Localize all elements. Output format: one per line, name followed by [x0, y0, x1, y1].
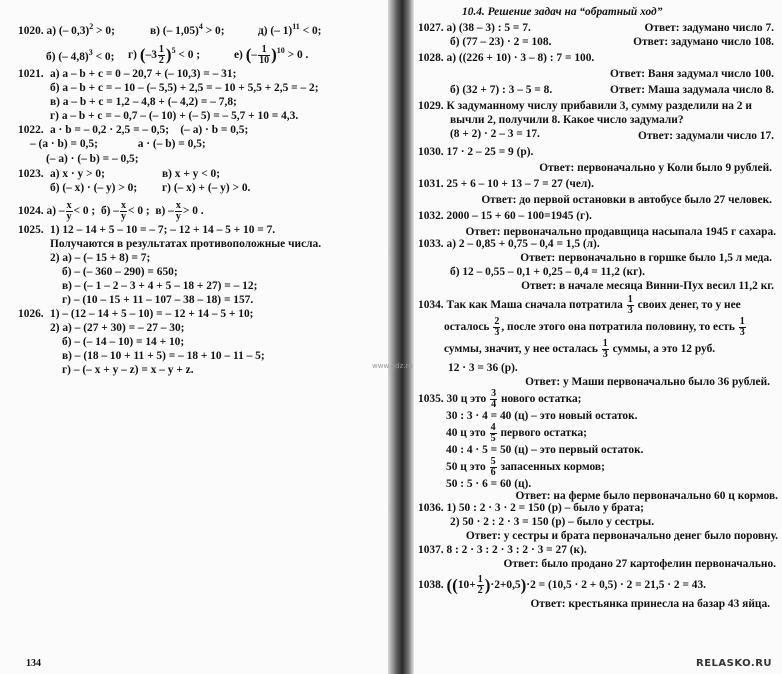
problem-1037-answer: Ответ: было продано 27 картофелин первоначально. — [503, 558, 776, 570]
problem-1021-line: а) a – b + c = 0 – 20,7 + (– 10,3) = – 31; — [50, 68, 237, 80]
problem-1035-answer: Ответ: на ферме было первоначально 60 ц кормов. — [515, 490, 778, 502]
problem-1035-line-6: 50 : 5 · 6 = 60 (ц). — [446, 478, 532, 490]
problem-1023-part-b: б) (– x) · (– y) > 0; — [50, 182, 138, 194]
problem-1032-answer: Ответ: первоначально продавщица насыпала 1945 г сахара. — [465, 226, 776, 238]
problem-1028-line-2: б) (32 + 7) : 3 – 5 = 8. — [450, 84, 553, 96]
problem-1035-line-1: 1035. 30 ц это $\frac{3}{4}$ нового остатка; — [418, 387, 582, 410]
problem-1036-answer: Ответ: у сестры и брата первоначально денег было поровну. — [465, 530, 778, 542]
problem-1021-line: б) a – b + c = – 10 – (– 5,5) + 2,5 = – 10 + 5,5 + 2,5 = – 2; — [50, 82, 319, 94]
problem-1025-line: в) – (– 1 – 2 – 3 + 4 + 5 – 18 + 27) = – 12; — [62, 280, 258, 292]
problem-1034-line-3: суммы, значит, у нее осталась $\frac{1}{3}$ суммы, а это 12 руб. — [444, 337, 716, 360]
problem-1023-number: 1023. — [18, 168, 44, 180]
problem-1025-line: 2) а) – (– 15 + 8) = 7; — [50, 252, 151, 264]
problem-1025-line: б) – (– 360 – 290) = 650; — [62, 266, 178, 278]
problem-1033-answer-b: Ответ: в начале месяца Винни-Пух весил 11,2 кг. — [521, 280, 774, 292]
problem-1020-part-v: в) (– 1,05)$^4$ > 0; — [150, 22, 225, 37]
problem-1029-line-1: 1029. К задуманному числу прибавили 3, сумму разделили на 2 и — [418, 100, 752, 112]
problem-1025-line: 1) 12 – 14 + 5 – 10 = – 7; – 12 + 14 – 5 + 10 = 7. — [50, 224, 276, 236]
problem-1036-line-2: 2) 50 · 2 : 2 · 3 = 150 (р) – было у сестры. — [450, 516, 655, 528]
problem-1026-line: 2) а) – (27 + 30) = – 27 – 30; — [50, 322, 185, 334]
problem-1026-line: г) – (– x + y – z) = x – y + z. — [62, 364, 194, 376]
problem-1030-answer: Ответ: первоначально у Коли было 9 рублей. — [539, 162, 772, 174]
problem-1025-number: 1025. — [18, 224, 44, 236]
problem-1035-line-3: 40 ц это $\frac{4}{5}$ первого остатка; — [446, 421, 587, 444]
problem-1033-line-2: б) 12 – 0,55 – 0,1 + 0,25 – 0,4 = 11,2 (кг). — [450, 266, 645, 278]
problem-1021-line: в) a – b + c = 1,2 – 4,8 + (– 4,2) = – 7,8; — [50, 96, 237, 108]
problem-1025-line: Получаются в результатах противоположные числа. — [50, 238, 322, 250]
problem-1031-answer: Ответ: до первой остановки в автобусе было 27 человек. — [481, 194, 772, 206]
problem-1020-part-e: е) (– $\frac{1}{10}$ )$^{10}$ > 0 . — [234, 43, 309, 66]
problem-1020-line-1: 1020. а) (– 0,3)$^2$ > 0; — [18, 22, 115, 37]
problem-1035-line-4: 40 : 4 · 5 = 50 (ц) – это первый остаток. — [446, 444, 644, 456]
problem-1029-answer: Ответ: задумали число 17. — [638, 130, 774, 142]
problem-1033-line-1: 1033. а) 2 – 0,85 + 0,75 – 0,4 = 1,5 (л). — [418, 238, 600, 250]
problem-1022-line-1: a · b = – 0,2 · 2,5 = – 0,5; (– a) · b = 0,5; — [50, 124, 249, 136]
problem-1027-answer-a: Ответ: задумано число 7. — [644, 22, 774, 34]
problem-1030-line: 1030. 17 · 2 – 25 = 9 (р). — [418, 146, 534, 158]
problem-1034-line-4: 12 · 3 = 36 (р). — [448, 362, 518, 374]
problem-1023-part-g: г) (– x) + (– y) > 0. — [162, 182, 251, 194]
problem-1021-number: 1021. — [18, 68, 44, 80]
problem-1026-number: 1026. — [18, 308, 44, 320]
problem-1034-answer: Ответ: у Маши первоначально было 36 рублей. — [525, 376, 770, 388]
book-spine-shadow — [388, 0, 414, 674]
problem-1036-line-1: 1036. 1) 50 : 2 · 3 · 2 = 150 (р) – было у брата; — [418, 502, 644, 514]
problem-1034-line-1: 1034. Так как Маша сначала потратила $\frac{1}{3}$ своих денег, то у нее — [418, 293, 741, 316]
problem-1029-line-3: (8 + 2) · 2 – 3 = 17. — [450, 128, 540, 140]
problem-1024: 1024. а) – $\frac{x}{y}$ < 0 ; б) – $\frac{x}{y}$ < 0 ; в) – $\frac{x}{y}$ > 0 . — [18, 199, 204, 222]
problem-1020-part-d: д) (– 1)$^{11}$ < 0; — [258, 22, 322, 37]
problem-1021-line: г) a – b + c = – 0,7 – (– 10) + (– 5) = – 5,7 + 10 = 4,3. — [50, 110, 299, 122]
problem-1026-line: в) – (18 – 10 + 11 + 5) = – 18 + 10 – 11 – 5; — [62, 350, 265, 362]
problem-1022-line-2: – (a · b) = 0,5; a · (– b) = 0,5; — [30, 138, 206, 150]
problem-1033-answer-a: Ответ: первоначально в горшке было 1,5 л меда. — [520, 252, 772, 264]
site-logo: RELASKO.RU — [696, 658, 773, 669]
problem-1028-answer-a: Ответ: Ваня задумал число 100. — [610, 68, 774, 80]
problem-1022-line-3: (– a) · (– b) = – 0,5; — [46, 153, 139, 165]
problem-1035-line-2: 30 : 3 · 4 = 40 (ц) – это новый остаток. — [446, 410, 638, 422]
problem-1034-line-2: осталось $\frac{2}{3}$ , после этого она потратила половину, то есть $\frac{1}{3}$ — [444, 315, 745, 338]
problem-1028-line-1: 1028. а) ((226 + 10) · 3 – 8) : 7 = 100. — [418, 52, 595, 64]
problem-1023-part-v: в) x + y < 0; — [162, 168, 221, 180]
problem-1029-line-2: вычли 2, получили 8. Какое число задумали? — [450, 114, 684, 126]
problem-1031-line: 1031. 25 + 6 – 10 + 13 – 7 = 27 (чел). — [418, 178, 594, 190]
problem-1020-part-g: г) (–3 $\frac{1}{2}$ )$^5$ < 0 ; — [128, 43, 201, 66]
problem-1022-number: 1022. — [18, 124, 44, 136]
watermark: www.gdz.ru — [372, 362, 413, 370]
problem-1035-line-5: 50 ц это $\frac{5}{6}$ запасенных кормов; — [446, 455, 605, 478]
section-heading: 10.4. Решение задач на “обратный ход” — [462, 6, 663, 18]
problem-1025-line: г) – (10 – 15 + 11 – 107 – 38 – 18) = 157. — [62, 294, 254, 306]
problem-1026-line: 1) – (12 – 14 + 5 – 10) = – 12 + 14 – 5 + 10; — [50, 308, 254, 320]
problem-1038-answer: Ответ: крестьянка принесла на базар 43 яйца. — [530, 598, 770, 610]
problem-1027-answer-b: Ответ: задумано число 108. — [633, 36, 774, 48]
problem-1032-line: 1032. 2000 – 15 + 60 – 100=1945 (г). — [418, 210, 592, 222]
problem-1023-part-a: а) x · y > 0; — [50, 168, 105, 180]
problem-1027-line-2: б) (77 – 23) · 2 = 108. — [450, 36, 552, 48]
problem-1038-line: 1038. ((10+ $\frac{1}{2}$ )·2+0,5)·2 = (10,5 · 2 + 0,5) · 2 = 21,5 · 2 = 43. — [418, 573, 707, 596]
problem-1026-line: б) – (– 14 – 10) = 14 + 10; — [62, 336, 185, 348]
problem-1027-line-1: 1027. а) (38 – 3) : 5 = 7. — [418, 22, 531, 34]
problem-1028-answer-b: Ответ: Маша задумала число 8. — [609, 84, 774, 96]
problem-1037-line: 1037. 8 : 2 · 3 : 2 · 3 : 2 · 3 = 27 (к). — [418, 544, 587, 556]
problem-1020-part-b: б) (– 4,8)$^3$ < 0; — [46, 48, 115, 63]
right-page — [414, 0, 782, 674]
page-number: 134 — [26, 658, 41, 669]
